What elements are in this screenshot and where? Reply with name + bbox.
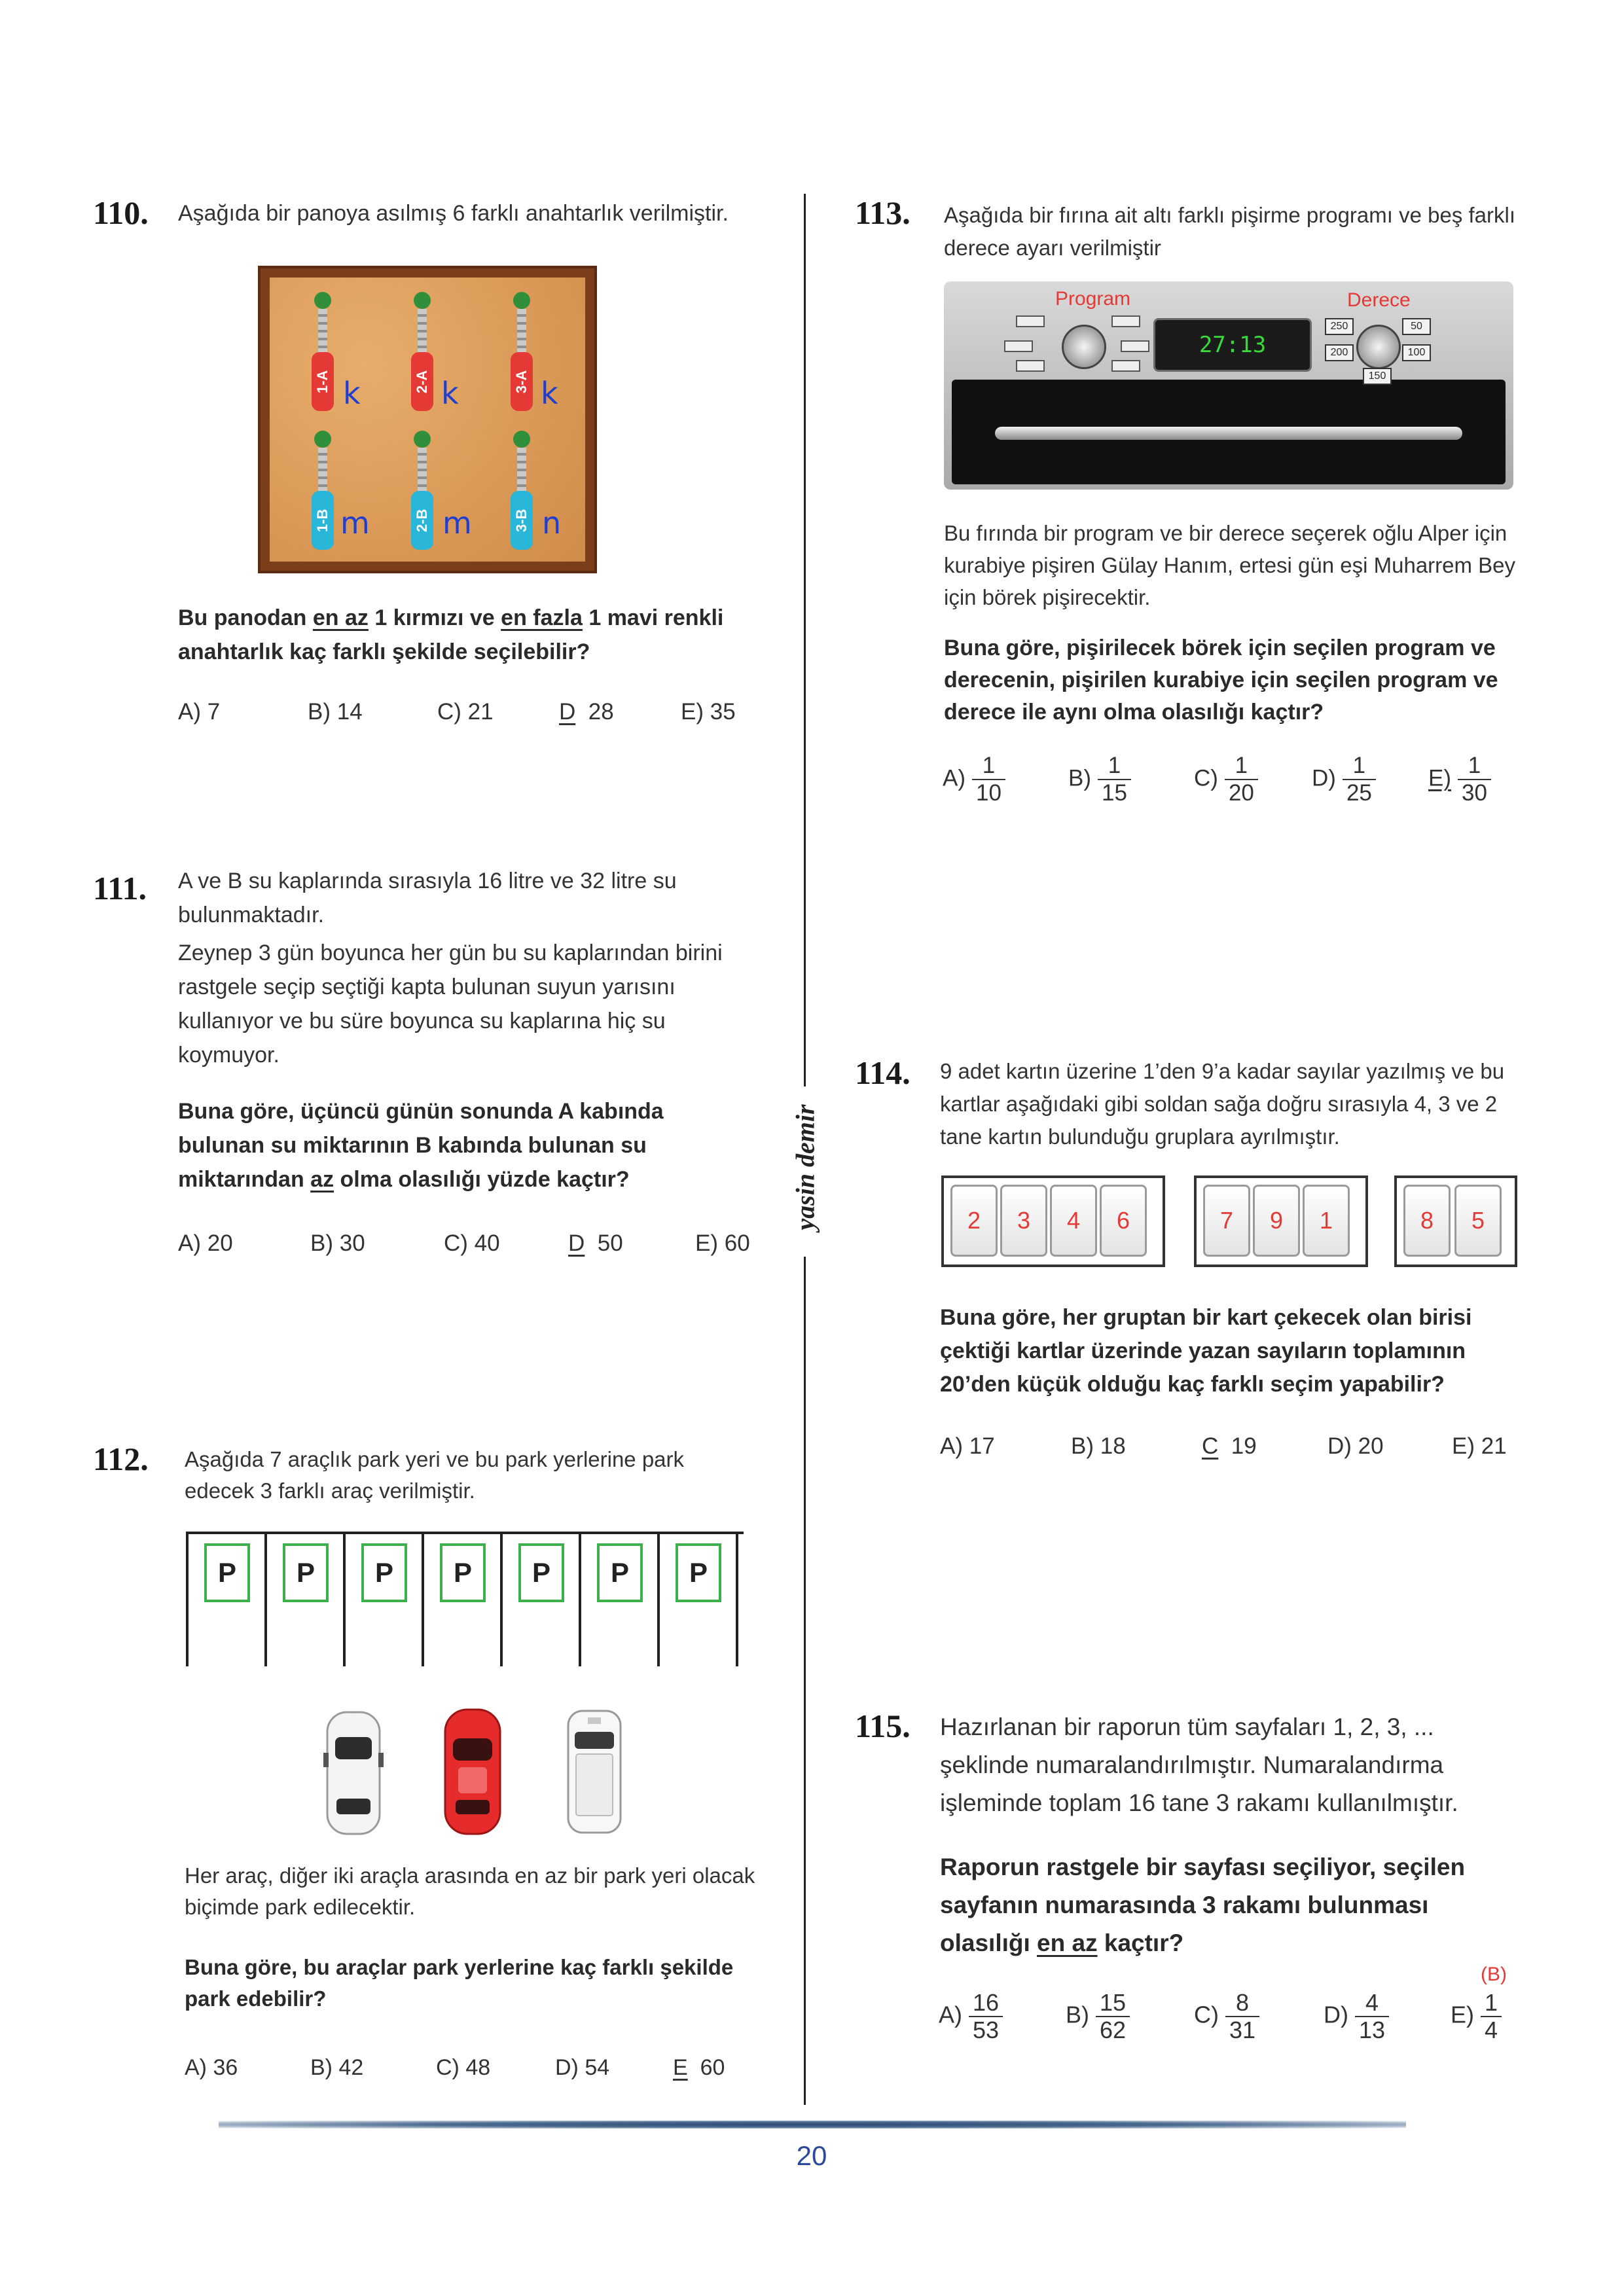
q114-option-e[interactable]: E) 21 [1452, 1433, 1507, 1459]
q110-option-d[interactable]: D 28 [559, 699, 614, 725]
q112-question: Buna göre, bu araçlar park yerlerine kaç farklı şekilde park edebilir? [185, 1955, 734, 2011]
q111-body: Zeynep 3 gün boyunca her gün bu su kaplarından birini rastgele seçip seçtiği kapta bulunan suyun yarısını kullanıyor ve bu süre boyunca su kaplarına hiç su koymuyor. [178, 941, 723, 1067]
q115-option-a[interactable]: A) $\frac{16}{53}$ [939, 1990, 1003, 2043]
q114-option-b[interactable]: B) 18 [1071, 1433, 1126, 1459]
program-dial-icon [1062, 325, 1106, 369]
author-signature: yasin demir [790, 1104, 820, 1230]
number-card: 5 [1454, 1185, 1502, 1257]
handwritten-mark: m [340, 505, 370, 541]
key-tag-3b: 3-B [511, 491, 533, 550]
pin-icon [314, 292, 331, 309]
q111-number: 111. [93, 870, 147, 906]
number-card: 8 [1403, 1185, 1451, 1257]
q113-option-a[interactable]: A) $\frac{1}{10}$ [943, 753, 1005, 806]
q111-option-b[interactable]: B) 30 [310, 1230, 365, 1256]
parking-sign-icon: P [676, 1543, 721, 1602]
number-card: 2 [950, 1185, 998, 1257]
q112-option-b[interactable]: B) 42 [310, 2055, 364, 2080]
handwritten-mark: k [541, 376, 558, 411]
q114-option-a[interactable]: A) 17 [940, 1433, 995, 1459]
oven-display: 27:13 [1153, 318, 1312, 372]
q110-option-a[interactable]: A) 7 [178, 699, 221, 725]
key-board-figure [258, 266, 597, 573]
key-tag-1a: 1-A [312, 352, 334, 411]
q111-option-a[interactable]: A) 20 [178, 1230, 233, 1256]
q110-option-b[interactable]: B) 14 [308, 699, 363, 725]
q110-question: Bu panodan en az 1 kırmızı ve en fazla 1 mavi renkli anahtarlık kaç farklı şekilde seçilebilir? [178, 605, 724, 664]
degree-label: 150 [1363, 368, 1392, 385]
q113-option-c[interactable]: C) $\frac{1}{20}$ [1194, 753, 1258, 806]
number-card: 9 [1253, 1185, 1300, 1257]
q112-intro: Aşağıda 7 araçlık park yeri ve bu park yerlerine park edecek 3 farklı araç verilmiştir. [185, 1447, 685, 1503]
oven-label-derece: Derece [1347, 289, 1411, 311]
pin-icon [513, 431, 530, 448]
q115-option-e[interactable]: E) $\frac{1}{4}$ [1451, 1990, 1502, 2043]
parking-sign-icon: P [361, 1543, 407, 1602]
degree-label: 50 [1402, 318, 1431, 335]
red-car-icon [439, 1704, 507, 1839]
key-tag-1b: 1-B [312, 491, 334, 550]
answer-mark: D [568, 1230, 585, 1256]
q115-option-c[interactable]: C) $\frac{8}{31}$ [1194, 1990, 1259, 2043]
number-card: 1 [1303, 1185, 1350, 1257]
key-tag-2a: 2-A [411, 352, 433, 411]
q111-option-c[interactable]: C) 40 [444, 1230, 500, 1256]
q112-body: Her araç, diğer iki araçla arasında en az bir park yeri olacak biçimde park edilecektir. [185, 1863, 755, 1919]
pin-icon [513, 292, 530, 309]
degree-label: 250 [1325, 318, 1354, 335]
q114-question: Buna göre, her gruptan bir kart çekecek olan birisi çektiği kartlar üzerinde yazan sayıların toplamının 20’den küçük olduğu kaç farklı seçim yapabilir? [940, 1305, 1472, 1397]
q112-option-a[interactable]: A) 36 [185, 2055, 238, 2080]
parking-sign-icon: P [597, 1543, 643, 1602]
q111-question: Buna göre, üçüncü günün sonunda A kabında bulunan su miktarının B kabında bulunan su miktarından az olma olasılığı yüzde kaçtır? [178, 1099, 664, 1192]
q111-option-e[interactable]: E) 60 [695, 1230, 750, 1256]
q113-option-b[interactable]: B) $\frac{1}{15}$ [1068, 753, 1131, 806]
answer-mark: D [559, 699, 576, 725]
pin-icon [414, 431, 431, 448]
parking-sign-icon: P [518, 1543, 564, 1602]
q112-number: 112. [93, 1441, 149, 1477]
key-tag-2b: 2-B [411, 491, 433, 550]
q115-option-b[interactable]: B) $\frac{15}{62}$ [1066, 1990, 1130, 2043]
q110-number: 110. [93, 194, 149, 231]
parking-lot-figure [186, 1532, 744, 1669]
pin-icon [414, 292, 431, 309]
white-car-icon [321, 1707, 386, 1838]
white-van-icon [562, 1706, 627, 1837]
q113-body: Bu fırında bir program ve bir derece seçerek oğlu Alper için kurabiye pişiren Gülay Hanım, ertesi gün eşi Muharrem Bey için börek pişirecektir. [944, 521, 1516, 609]
q111-intro: A ve B su kaplarında sırasıyla 16 litre ve 32 litre su bulunmaktadır. [178, 869, 677, 927]
q112-option-c[interactable]: C) 48 [436, 2055, 491, 2080]
q113-option-e[interactable]: E) $\frac{1}{30}$ [1428, 753, 1491, 806]
degree-label: 100 [1402, 344, 1431, 361]
q115-number: 115. [855, 1708, 911, 1744]
degree-dial-icon [1356, 325, 1401, 369]
q115-question: Raporun rastgele bir sayfası seçiliyor, seçilen sayfanın numarasında 3 rakamı bulunması olasılığı en az kaçtır? [940, 1854, 1466, 1956]
q115-intro: Hazırlanan bir raporun tüm sayfaları 1, 2, 3, ... şeklinde numaralandırılmıştır. Numaralandırma işleminde toplam 16 tane 3 rakamı kullanılmıştır. [940, 1713, 1458, 1816]
card-group-3 [1394, 1175, 1517, 1267]
handwritten-mark: n [542, 505, 562, 541]
answer-note: (B) [1481, 1964, 1507, 1985]
number-card: 4 [1050, 1185, 1097, 1257]
q112-option-d[interactable]: D) 54 [555, 2055, 610, 2080]
number-card: 3 [1000, 1185, 1047, 1257]
handwritten-mark: k [441, 376, 459, 411]
q114-intro: 9 adet kartın üzerine 1’den 9’a kadar sayılar yazılmış ve bu kartlar aşağıdaki gibi soldan sağa doğru sırasıyla 4, 3 ve 2 tane kartın bulunduğu gruplara ayrılmıştır. [940, 1059, 1505, 1149]
q113-intro: Aşağıda bir fırına ait altı farklı pişirme programı ve beş farklı derece ayarı verilmiştir [944, 203, 1516, 260]
handwritten-mark: m [442, 505, 472, 541]
q115-option-d[interactable]: D) $\frac{4}{13}$ [1324, 1990, 1389, 2043]
oven-label-program: Program [1055, 288, 1131, 310]
pin-icon [314, 431, 331, 448]
q114-number: 114. [855, 1054, 911, 1091]
q114-option-d[interactable]: D) 20 [1327, 1433, 1384, 1459]
number-card: 6 [1100, 1185, 1147, 1257]
q110-intro: Aşağıda bir panoya asılmış 6 farklı anahtarlık verilmiştir. [178, 201, 729, 226]
handwritten-mark: k [343, 376, 361, 411]
page-number: 20 [796, 2140, 827, 2171]
number-card: 7 [1203, 1185, 1250, 1257]
q111-option-d[interactable]: D 50 [568, 1230, 623, 1256]
q114-option-c[interactable]: C 19 [1202, 1433, 1257, 1459]
parking-sign-icon: P [204, 1543, 250, 1602]
card-group-1 [941, 1175, 1165, 1267]
key-tag-3a: 3-A [511, 352, 533, 411]
parking-sign-icon: P [283, 1543, 329, 1602]
degree-label: 200 [1325, 344, 1354, 361]
q110-option-e[interactable]: E) 35 [681, 699, 736, 725]
q113-option-d[interactable]: D) $\frac{1}{25}$ [1312, 753, 1376, 806]
q113-question: Buna göre, pişirilecek börek için seçilen program ve derecenin, pişirilen kurabiye için seçilen program ve derece ile aynı olma olasılığı kaçtır? [944, 636, 1498, 725]
card-group-2 [1194, 1175, 1368, 1267]
q113-number: 113. [855, 194, 911, 231]
footer-rule [219, 2121, 1406, 2128]
q110-option-c[interactable]: C) 21 [437, 699, 494, 725]
answer-mark: E [673, 2055, 688, 2080]
q112-option-e[interactable]: E 60 [673, 2055, 725, 2080]
oven-figure [944, 281, 1513, 490]
parking-sign-icon: P [440, 1543, 486, 1602]
answer-mark: C [1202, 1433, 1219, 1459]
